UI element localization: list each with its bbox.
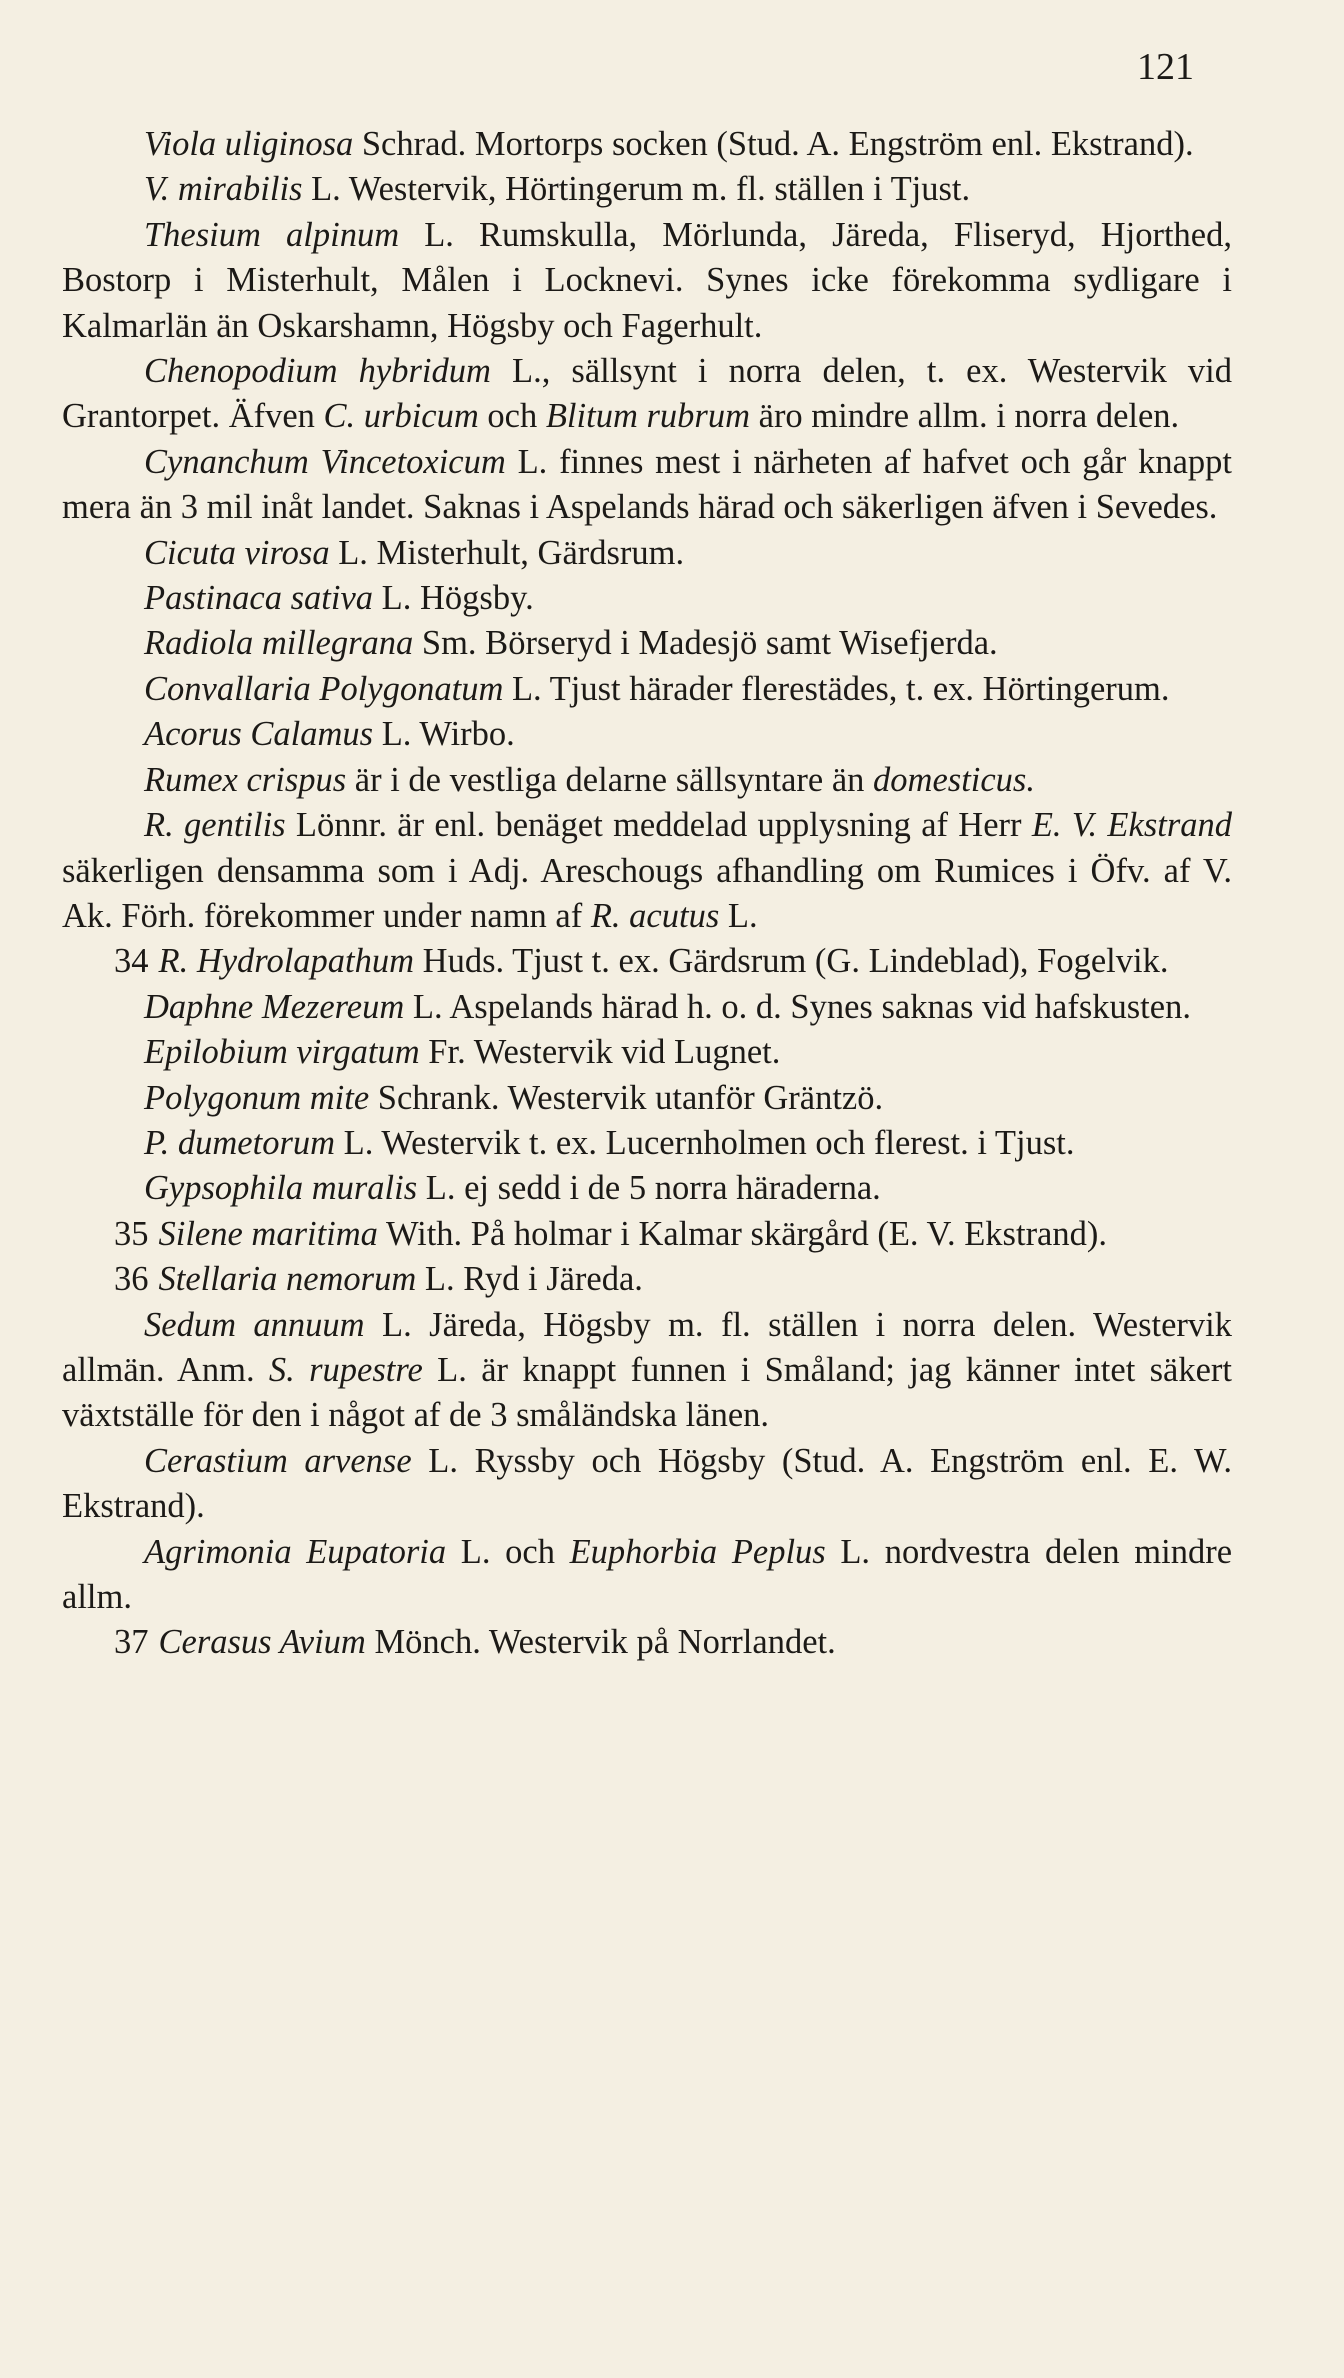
entry-text: Mönch. Westervik på Norrlandet. (365, 1623, 836, 1662)
entry-number: 36 (114, 1260, 149, 1299)
page-number: 121 (1137, 46, 1194, 88)
entry-text: L. Järeda, Högsby m. fl. ställen i norra delen. Westervik allmän. Anm. (62, 1305, 1232, 1389)
entry-sedum-annuum (62, 1303, 1232, 1439)
species-name: Gypsophila muralis (144, 1169, 418, 1208)
entry-number: 35 (114, 1214, 149, 1253)
species-name: Chenopodium hybridum (144, 352, 491, 391)
species-name: Cerasus Avium (158, 1623, 366, 1662)
species-name: Daphne Mezereum (144, 987, 405, 1026)
entry-thesium-alpinum (62, 213, 1232, 349)
species-name: Agrimonia Eupatoria (144, 1532, 447, 1571)
entry-text: Sm. Börseryd i Madesjö samt Wisefjerda. (413, 624, 998, 663)
entry-text: L. Tjust härader flerestädes, t. ex. Hörtingerum. (503, 669, 1170, 708)
entry-text: L. nordvestra delen mindre allm. (62, 1532, 1233, 1616)
entry-cerasus-avium (62, 1620, 1232, 1665)
entry-radiola-millegrana (62, 621, 1232, 666)
species-name: Rumex crispus (144, 760, 347, 799)
species-name: Blitum rubrum (545, 397, 750, 436)
species-name: R. Hydrolapathum (158, 942, 415, 981)
entry-text: Schrad. Mortorps socken (Stud. A. Engström enl. Ekstrand). (353, 125, 1194, 163)
species-name: Cerastium arvense (144, 1441, 412, 1480)
entry-gypsophila-muralis (62, 1166, 1232, 1211)
species-name: Viola uliginosa (144, 125, 354, 163)
entry-polygonum-mite (62, 1076, 1232, 1121)
entry-text: L. är knappt funnen i Småland; jag känner intet säkert växtställe för den i något af de 3 småländska länen. (62, 1350, 1232, 1435)
entry-text: Fr. Westervik vid Lugnet. (419, 1033, 781, 1072)
entry-agrimonia-eupatoria (62, 1530, 1232, 1621)
entry-rumex-gentilis (62, 803, 1232, 939)
species-name: Euphorbia Peplus (569, 1532, 826, 1571)
species-name: Silene maritima (158, 1214, 378, 1253)
entry-text: L. Westervik t. ex. Lucernholmen och flerest. i Tjust. (335, 1123, 1075, 1162)
species-name: R. acutus (590, 896, 720, 935)
entry-text: L. (719, 896, 758, 935)
entry-text: L. ej sedd i de 5 norra häraderna. (417, 1169, 881, 1208)
entry-text: L., sällsynt i norra delen, t. ex. Westervik vid Grantorpet. Äfven (62, 352, 1232, 436)
entry-viola-mirabilis (62, 167, 1232, 212)
entry-text: L. Högsby. (373, 579, 534, 618)
entry-number: 37 (114, 1623, 149, 1662)
entry-daphne-mezereum (62, 985, 1232, 1030)
species-name: P. dumetorum (144, 1123, 336, 1162)
text-body (62, 122, 1232, 1666)
entry-epilobium-virgatum (62, 1030, 1232, 1075)
entry-rumex-hydrolapathum (62, 939, 1232, 984)
species-name: domesticus. (873, 760, 1035, 799)
entry-text: L. Ryssby och Högsby (Stud. A. Engström enl. E. W. Ekstrand). (62, 1441, 1232, 1526)
species-name: V. mirabilis (144, 170, 303, 209)
species-name: Acorus Calamus (144, 715, 374, 754)
entry-text: Huds. Tjust t. ex. Gärdsrum (G. Lindeblad), Fogelvik. (414, 942, 1169, 981)
entry-polygonum-dumetorum (62, 1121, 1232, 1166)
species-name: Sedum annuum (144, 1305, 365, 1344)
entry-text: Schrank. Westervik utanför Gräntzö. (369, 1078, 884, 1117)
entry-stellaria-nemorum (62, 1257, 1232, 1302)
entry-text: L. Rumskulla, Mörlunda, Järeda, Fliseryd, Hjorthed, Bostorp i Misterhult, Målen i Locknevi. Synes icke förekomma sydligare i Kalmarlän än Oskarshamn, Högsby och Fagerhult. (62, 215, 1232, 345)
species-name: Cicuta virosa (144, 533, 330, 572)
entry-chenopodium-hybridum (62, 349, 1232, 440)
entry-viola-uliginosa (62, 122, 1232, 167)
entry-pastinaca-sativa (62, 576, 1232, 621)
entry-rumex-crispus (62, 758, 1232, 803)
entry-text: L. Aspelands härad h. o. d. Synes saknas vid hafskusten. (404, 987, 1191, 1026)
entry-text: L. Westervik, Hörtingerum m. fl. ställen i Tjust. (302, 170, 971, 209)
entry-text: och (478, 397, 546, 436)
species-name: S. rupestre (268, 1350, 423, 1389)
entry-text: L. Wirbo. (373, 715, 515, 754)
entry-acorus-calamus (62, 712, 1232, 757)
entry-cicuta-virosa (62, 531, 1232, 576)
entry-text: är i de vestliga delarne sällsyntare än (346, 760, 874, 799)
entry-text: L. Misterhult, Gärdsrum. (329, 533, 685, 572)
entry-text: Lönnr. är enl. benäget meddelad upplysning af Herr (285, 806, 1032, 845)
entry-cerastium-arvense (62, 1439, 1232, 1530)
entry-text: L. finnes mest i närheten af hafvet och går knappt mera än 3 mil inåt landet. Saknas i Aspelands härad och säkerligen äfven i Sevedes. (62, 442, 1232, 527)
entry-convallaria-polygonatum (62, 667, 1232, 712)
entry-text: säkerligen densamma som i Adj. Areschougs afhandling om Rumices i Öfv. af V. Ak. Förh. förekommer under namn af (62, 851, 1232, 935)
entry-text: L. Ryd i Järeda. (416, 1260, 643, 1299)
species-name: Cynanchum Vincetoxicum (144, 442, 506, 481)
entry-text: äro mindre allm. i norra delen. (750, 397, 1180, 436)
species-name: C. urbicum (323, 397, 479, 436)
species-name: Convallaria Polygonatum (144, 669, 504, 708)
entry-number: 34 (114, 942, 149, 981)
species-name: E. V. Ekstrand (1031, 806, 1233, 845)
entry-text: L. och (446, 1532, 570, 1571)
entry-text: With. På holmar i Kalmar skärgård (E. V. Ekstrand). (377, 1214, 1107, 1253)
species-name: Epilobium virgatum (144, 1033, 420, 1072)
species-name: R. gentilis (144, 806, 286, 845)
species-name: Pastinaca sativa (144, 579, 374, 618)
entry-silene-maritima (62, 1212, 1232, 1257)
species-name: Polygonum mite (144, 1078, 370, 1117)
species-name: Thesium alpinum (144, 215, 400, 254)
entry-cynanchum-vincetoxicum (62, 440, 1232, 531)
species-name: Stellaria nemorum (158, 1260, 417, 1299)
species-name: Radiola millegrana (144, 624, 414, 663)
